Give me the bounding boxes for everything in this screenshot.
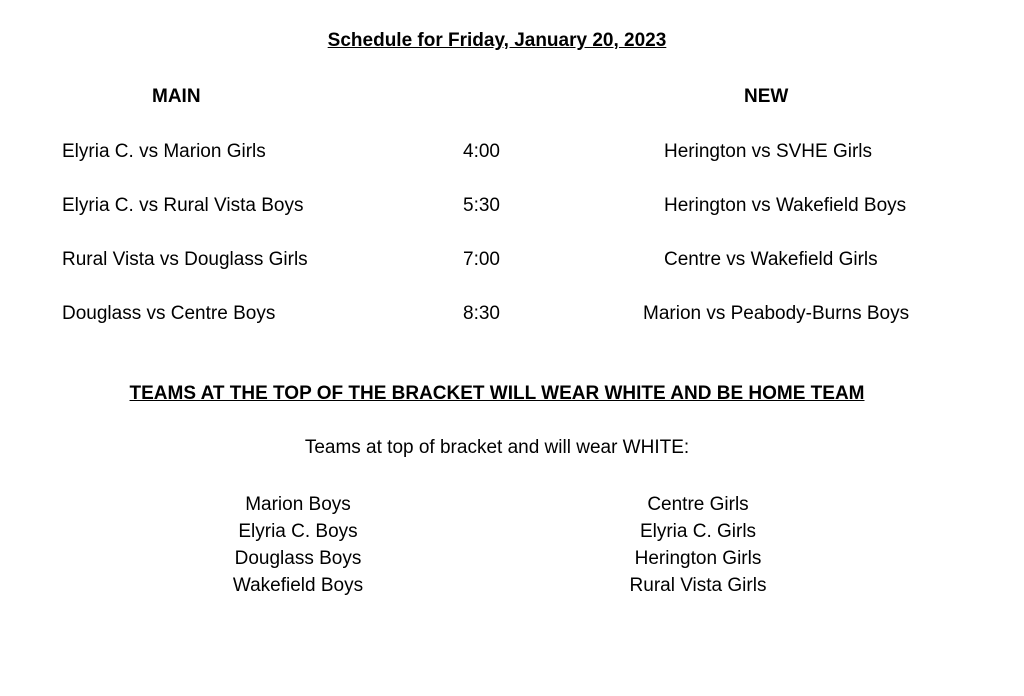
game-time: 4:00	[463, 141, 500, 162]
main-court-game: Douglass vs Centre Boys	[62, 303, 276, 324]
white-girls-list	[593, 491, 803, 599]
game-time: 5:30	[463, 195, 500, 216]
main-court-game: Rural Vista vs Douglass Girls	[62, 249, 308, 270]
list-item: Elyria C. Girls	[639, 521, 757, 542]
new-court-game: Herington vs Wakefield Boys	[664, 195, 907, 216]
list-item: Elyria C. Boys	[238, 521, 358, 542]
main-column-header: MAIN	[152, 86, 201, 107]
white-boys-list	[193, 491, 403, 599]
list-item: Douglass Boys	[234, 548, 362, 569]
white-teams-subheading: Teams at top of bracket and will wear WHITE:	[304, 437, 690, 458]
main-court-game: Elyria C. vs Rural Vista Boys	[62, 195, 304, 216]
home-team-banner: TEAMS AT THE TOP OF THE BRACKET WILL WEAR WHITE AND BE HOME TEAM	[129, 383, 865, 404]
list-item: Centre Girls	[647, 494, 749, 515]
game-time: 8:30	[463, 303, 500, 324]
list-item: Marion Boys	[245, 494, 351, 515]
main-court-game: Elyria C. vs Marion Girls	[62, 141, 266, 162]
new-court-game: Centre vs Wakefield Girls	[664, 249, 878, 270]
list-item: Herington Girls	[634, 548, 762, 569]
new-court-game: Marion vs Peabody-Burns Boys	[643, 303, 910, 324]
list-item: Rural Vista Girls	[629, 575, 767, 596]
game-time: 7:00	[463, 249, 500, 270]
schedule-title: Schedule for Friday, January 20, 2023	[327, 30, 667, 51]
list-item: Wakefield Boys	[232, 575, 364, 596]
new-column-header: NEW	[744, 86, 789, 107]
new-court-game: Herington vs SVHE Girls	[664, 141, 873, 162]
